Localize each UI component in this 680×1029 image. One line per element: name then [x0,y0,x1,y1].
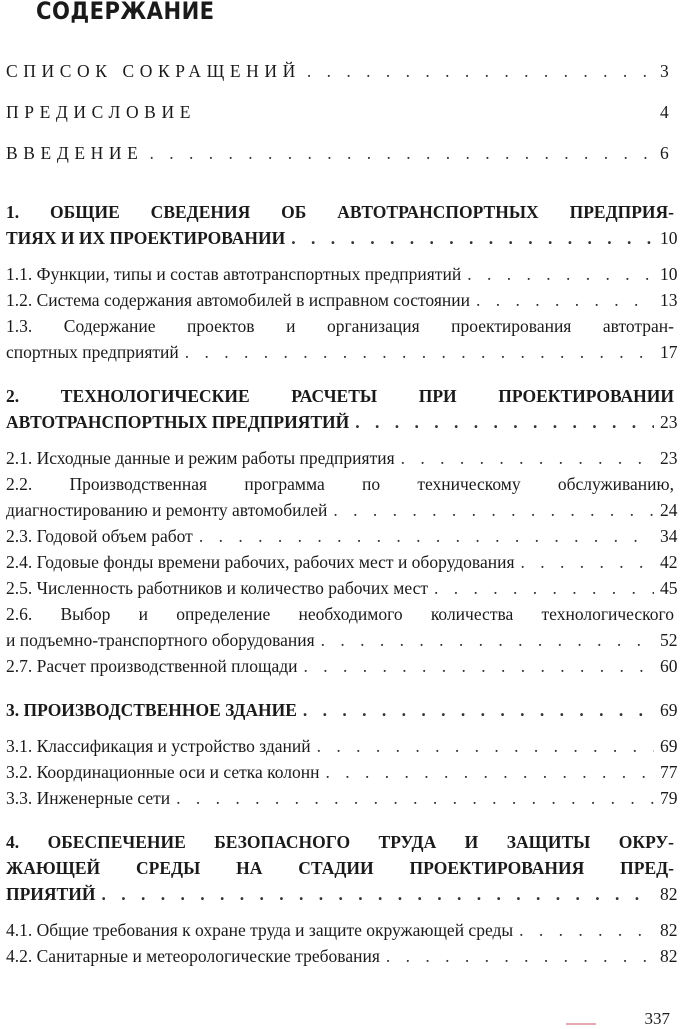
toc-chapter-1[interactable] [6,199,678,251]
leader-dots [467,261,654,287]
section-title: 2.3. Годовой объем работ [6,526,193,546]
toc-page-number: 10 [660,264,678,284]
leader-dots [386,943,654,969]
leader-dots [333,497,654,523]
section-title: 4.1. Общие требования к охране труда и защите окружающей среды [6,920,514,940]
toc-entry-title: ПРЕДИСЛОВИЕ [6,102,196,122]
toc-page-number: 60 [660,656,678,676]
leader-dots [176,785,654,811]
toc-chapter-2[interactable] [6,383,678,435]
toc-page-number: 24 [660,500,678,520]
toc-entry-title: ВВЕДЕНИЕ [6,143,144,163]
toc-page-number: 79 [660,788,678,808]
toc-page-number: 23 [660,448,678,468]
toc-page-number: 10 [660,228,678,248]
section-title-line: 2.6. Выбор и определение необходимого количества технологического [6,604,674,624]
toc-section-1-2[interactable] [6,287,678,313]
section-title: диагностированию и ремонту автомобилей [6,500,328,520]
section-title: 1.1. Функции, типы и состав автотранспортных предприятий [6,264,462,284]
leader-dots [291,225,654,251]
section-title: 2.1. Исходные данные и режим работы предприятия [6,448,395,468]
toc-page-number: 69 [660,700,678,720]
toc-section-2-7[interactable] [6,653,678,679]
chapter-title-line: ПРИЯТИЙ [6,884,96,904]
toc-entry-title: СПИСОК СОКРАЩЕНИЙ [6,61,301,81]
toc-page-number: 45 [660,578,678,598]
toc-section-1-1[interactable] [6,261,678,287]
leader-dots [303,697,654,723]
toc-page-number: 6 [660,143,675,163]
toc-page-number: 23 [660,412,678,432]
toc-page-number: 4 [660,102,675,122]
toc-section-2-3[interactable] [6,523,678,549]
leader-dots [307,58,654,84]
toc-page-number: 82 [660,946,678,966]
leader-dots [521,549,655,575]
leader-dots [101,881,654,907]
toc-page-number: 82 [660,920,678,940]
leader-dots [304,653,655,679]
section-title: 3.3. Инженерные сети [6,788,171,808]
leader-dots [185,339,654,365]
page-number: 337 [644,1009,670,1028]
table-of-contents [6,58,678,969]
leader-dots [149,140,654,166]
chapter-title-line: АВТОТРАНСПОРТНЫХ ПРЕДПРИЯТИЙ [6,412,350,432]
section-title: 1.2. Система содержания автомобилей в исправном состоянии [6,290,470,310]
footer-mark [566,1023,596,1025]
leader-dots [326,759,654,785]
chapter-title-line: 1. ОБЩИЕ СВЕДЕНИЯ ОБ АВТОТРАНСПОРТНЫХ ПРЕДПРИЯ- [6,202,674,222]
chapter-title-line: 3. ПРОИЗВОДСТВЕННОЕ ЗДАНИЕ [6,700,297,720]
leader-dots [519,917,654,943]
toc-section-1-3[interactable] [6,313,678,365]
toc-chapter-3[interactable] [6,697,678,723]
section-title: 2.5. Численность работников и количество рабочих мест [6,578,428,598]
toc-entry-introduction[interactable] [6,140,674,166]
section-title: и подъемно-транспортного оборудования [6,630,315,650]
section-title: 3.1. Классификация и устройство зданий [6,736,311,756]
leader-dots [199,523,654,549]
toc-entry-preface[interactable] [6,99,674,125]
leader-dots [317,733,654,759]
toc-section-2-2[interactable] [6,471,678,523]
chapter-title-line: ЖАЮЩЕЙ СРЕДЫ НА СТАДИИ ПРОЕКТИРОВАНИЯ ПРЕД- [6,858,674,878]
leader-dots [355,409,654,435]
leader-dots [321,627,654,653]
toc-section-3-2[interactable] [6,759,678,785]
toc-section-3-3[interactable] [6,785,678,811]
toc-page-number: 13 [660,290,678,310]
toc-section-4-1[interactable] [6,917,678,943]
toc-page-number: 3 [660,61,675,81]
leader-dots [434,575,654,601]
section-title: 4.2. Санитарные и метеорологические требования [6,946,380,966]
section-title: спортных предприятий [6,342,179,362]
toc-page-number: 82 [660,884,678,904]
page-title: СОДЕРЖАНИЕ [36,0,215,25]
toc-page-number: 69 [660,736,678,756]
toc-page-number: 77 [660,762,678,782]
section-title: 3.2. Координационные оси и сетка колонн [6,762,320,782]
chapter-title-line: 4. ОБЕСПЕЧЕНИЕ БЕЗОПАСНОГО ТРУДА И ЗАЩИТЫ ОКРУ- [6,832,674,852]
chapter-title-line: ТИЯХ И ИХ ПРОЕКТИРОВАНИИ [6,228,286,248]
toc-section-4-2[interactable] [6,943,678,969]
toc-section-2-6[interactable] [6,601,678,653]
toc-page-number: 34 [660,526,678,546]
section-title: 2.4. Годовые фонды времени рабочих, рабочих мест и оборудования [6,552,515,572]
toc-page-number: 17 [660,342,678,362]
toc-section-2-5[interactable] [6,575,678,601]
leader-dots [476,287,654,313]
section-title: 2.7. Расчет производственной площади [6,656,298,676]
toc-chapter-4[interactable] [6,829,678,907]
leader-dots [401,445,654,471]
toc-entry-abbreviations[interactable] [6,58,674,84]
toc-section-2-1[interactable] [6,445,678,471]
section-title-line: 2.2. Производственная программа по техническому обслуживанию, [6,474,674,494]
section-title-line: 1.3. Содержание проектов и организация проектирования автотран- [6,316,674,336]
chapter-title-line: 2. ТЕХНОЛОГИЧЕСКИЕ РАСЧЕТЫ ПРИ ПРОЕКТИРОВАНИИ [6,386,674,406]
toc-page-number: 42 [660,552,678,572]
toc-section-3-1[interactable] [6,733,678,759]
toc-page-number: 52 [660,630,678,650]
toc-section-2-4[interactable] [6,549,678,575]
